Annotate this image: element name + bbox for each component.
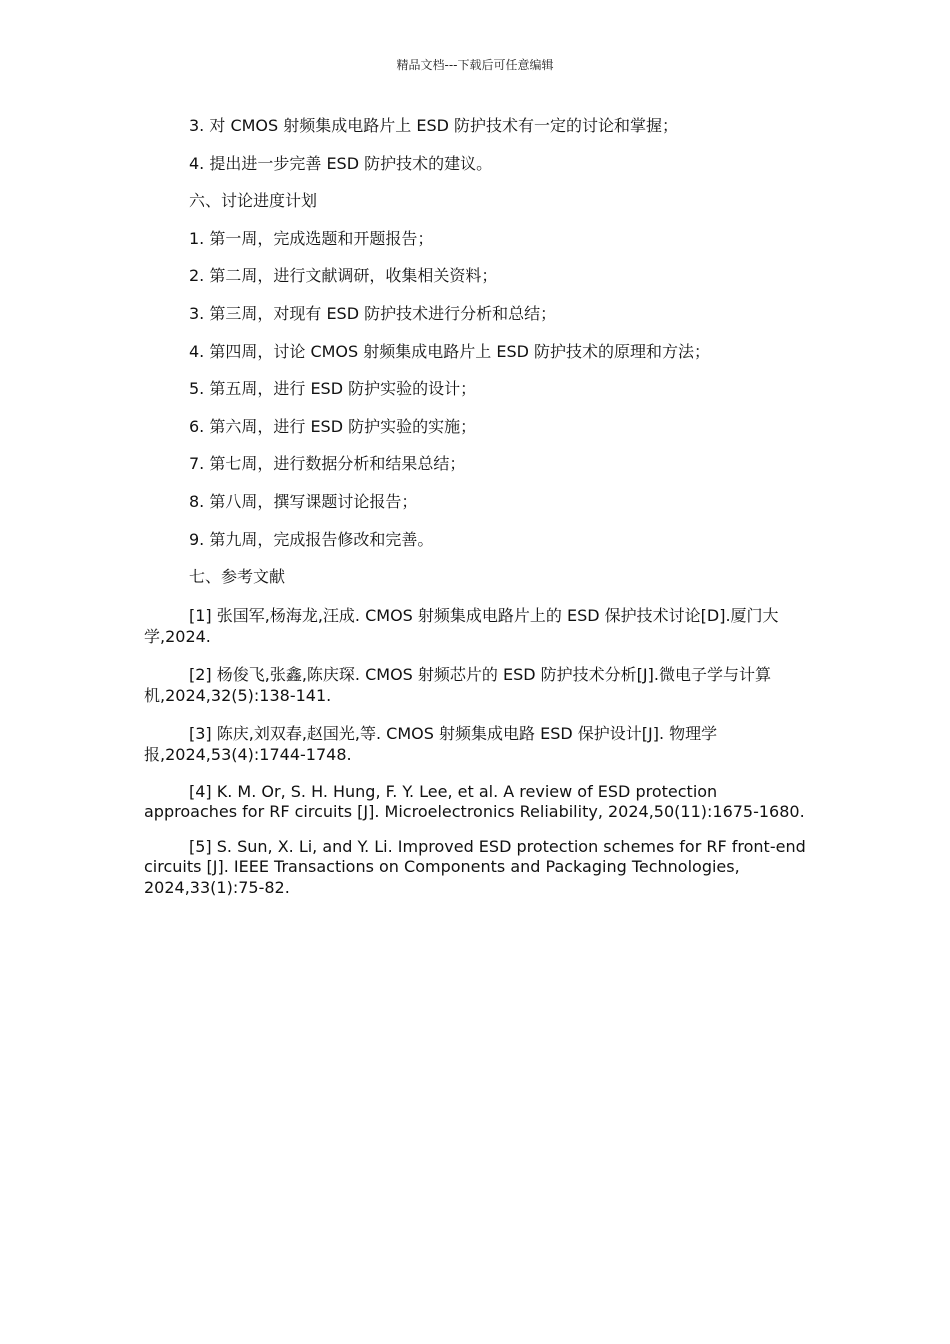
schedule-item-week-6: 6. 第六周，进行 ESD 防护实验的实施； bbox=[189, 416, 477, 436]
schedule-item-week-3: 3. 第三周，对现有 ESD 防护技术进行分析和总结； bbox=[189, 303, 557, 323]
goal-item-3: 3. 对 CMOS 射频集成电路片上 ESD 防护技术有一定的讨论和掌握； bbox=[189, 116, 679, 135]
schedule-item-week-5: 5. 第五周，进行 ESD 防护实验的设计； bbox=[189, 379, 477, 399]
schedule-item-week-4: 4. 第四周，讨论 CMOS 射频集成电路片上 ESD 防护技术的原理和方法； bbox=[189, 341, 711, 361]
goal-item-4: 4. 提出进一步完善 ESD 防护技术的建议。 bbox=[189, 153, 493, 173]
reference-item-1: [1] 张国军,杨海龙,汪成. CMOS 射频集成电路片上的 ESD 保护技术讨论[D].厦门大学,2024. bbox=[144, 605, 779, 646]
reference-item-5: [5] S. Sun, X. Li, and Y. Li. Improved ESD protection schemes for RF front-end circuits [J]. IEEE Transactions on Components and Packaging Technologies, 2024,33(1):75-82. bbox=[144, 836, 806, 897]
section-heading-references: 七、参考文献 bbox=[189, 567, 286, 587]
page-header: 精品文档---下载后可任意编辑 bbox=[396, 58, 554, 72]
schedule-item-week-8: 8. 第八周，撰写课题讨论报告； bbox=[189, 491, 418, 511]
section-heading-schedule: 六、讨论进度计划 bbox=[189, 191, 318, 211]
schedule-item-week-9: 9. 第九周，完成报告修改和完善。 bbox=[189, 529, 434, 549]
schedule-item-week-1: 1. 第一周，完成选题和开题报告； bbox=[189, 228, 434, 248]
schedule-item-week-2: 2. 第二周，进行文献调研，收集相关资料； bbox=[189, 266, 498, 286]
reference-item-4: [4] K. M. Or, S. H. Hung, F. Y. Lee, et al. A review of ESD protection approaches for RF circuits [J]. Microelectronics Reliability, 2024,50(11):1675-1680. bbox=[144, 781, 805, 822]
reference-item-2: [2] 杨俊飞,张鑫,陈庆琛. CMOS 射频芯片的 ESD 防护技术分析[J].微电子学与计算机,2024,32(5):138-141. bbox=[144, 664, 771, 705]
document-body bbox=[144, 116, 808, 912]
reference-item-3: [3] 陈庆,刘双春,赵国光,等. CMOS 射频集成电路 ESD 保护设计[J]. 物理学报,2024,53(4):1744-1748. bbox=[144, 723, 718, 764]
schedule-item-week-7: 7. 第七周，进行数据分析和结果总结； bbox=[189, 454, 466, 474]
